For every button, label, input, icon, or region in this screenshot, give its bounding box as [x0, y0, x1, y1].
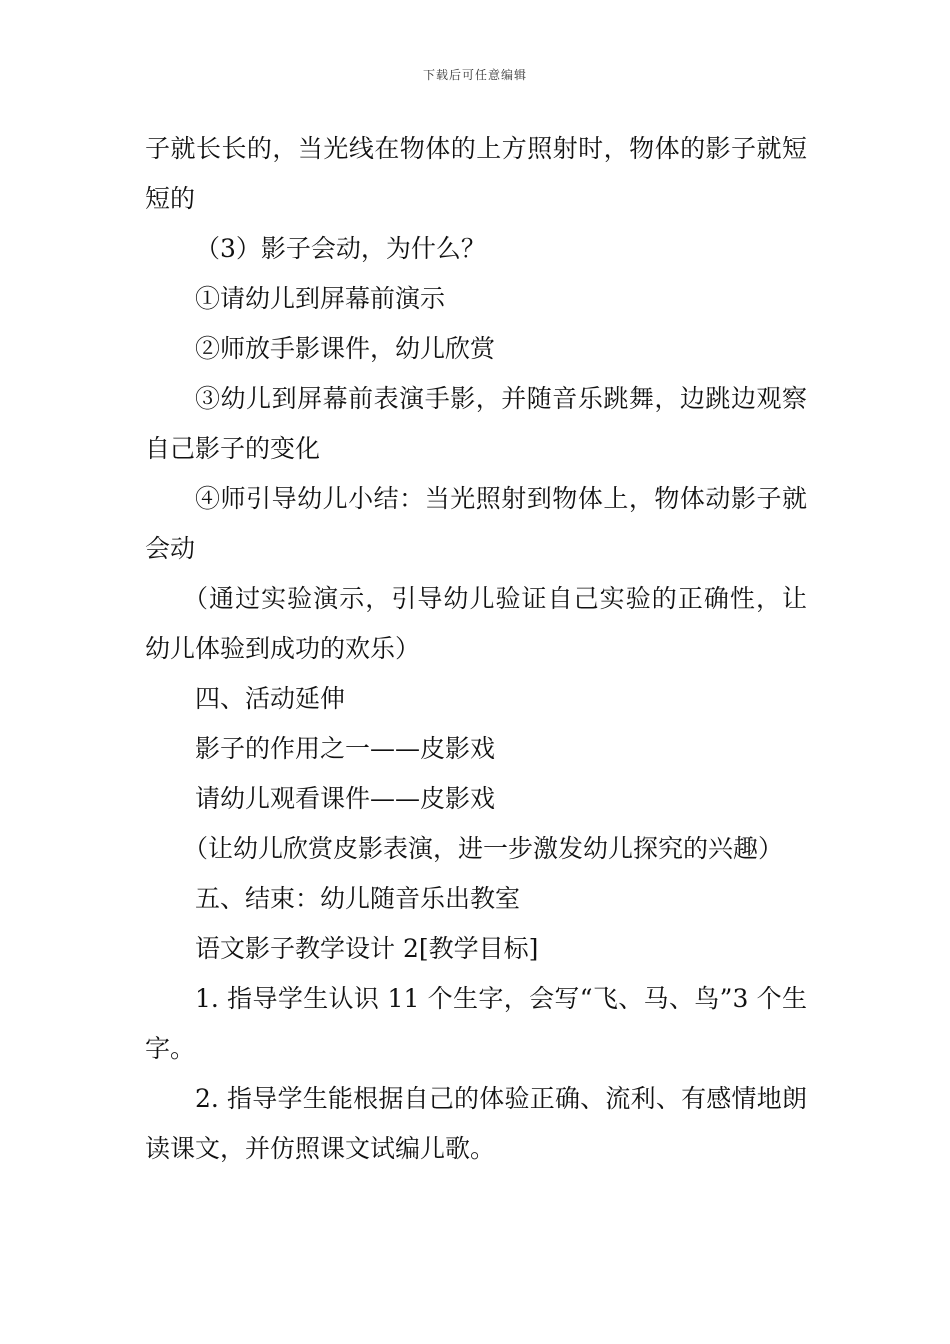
- paragraph-note-experiment: （通过实验演示，引导幼儿验证自己实验的正确性，让幼儿体验到成功的欢乐）: [145, 584, 807, 663]
- paragraph-step-3: ③幼儿到屏幕前表演手影，并随音乐跳舞，边跳边观察自己影子的变化: [145, 384, 807, 463]
- page-header: 下载后可任意编辑: [422, 68, 527, 82]
- paragraph-goal-2: 2. 指导学生能根据自己的体验正确、流利、有感情地朗读课文，并仿照课文试编儿歌。: [145, 1084, 807, 1163]
- paragraph-step-1: ①请幼儿到屏幕前演示: [195, 284, 446, 313]
- paragraph-watch-courseware: 请幼儿观看课件——皮影戏: [195, 784, 496, 813]
- paragraph-question-3: （3）影子会动，为什么？: [195, 234, 486, 263]
- paragraph-goal-1: 1. 指导学生认识 11 个生字，会写“飞、马、鸟”3 个生字。: [145, 984, 807, 1063]
- paragraph-step-2: ②师放手影课件，幼儿欣赏: [195, 334, 496, 363]
- document-body: [145, 124, 807, 1174]
- paragraph-note-appreciation: （让幼儿欣赏皮影表演，进一步激发幼儿探究的兴趣）: [183, 834, 784, 863]
- section-heading-extension: 四、活动延伸: [195, 684, 346, 713]
- paragraph-design-2-title: 语文影子教学设计 2[教学目标]: [195, 934, 539, 963]
- paragraph-continuation: 子就长长的，当光线在物体的上方照射时，物体的影子就短短的: [145, 134, 807, 213]
- paragraph-shadow-play: 影子的作用之一——皮影戏: [195, 734, 496, 763]
- section-heading-ending: 五、结束：幼儿随音乐出教室: [195, 884, 521, 913]
- paragraph-step-4: ④师引导幼儿小结：当光照射到物体上，物体动影子就会动: [145, 484, 807, 563]
